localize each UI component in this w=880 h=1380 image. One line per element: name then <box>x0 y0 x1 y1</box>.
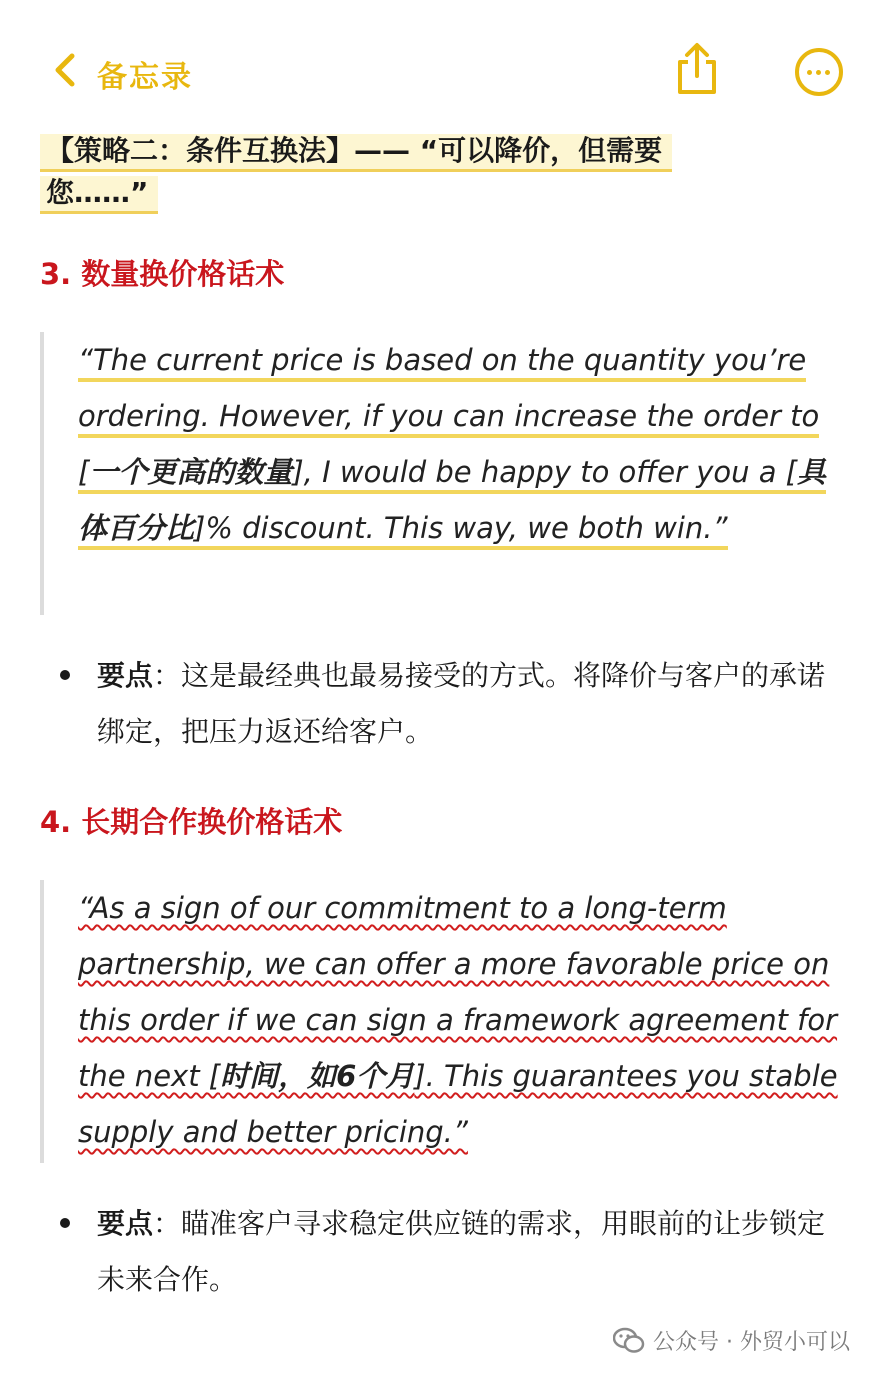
quote-4-part-2: ]. This guarantees you stable supply and better pricing.” <box>78 1059 838 1149</box>
bullet-3-key: 要点 <box>97 659 154 692</box>
quote-4-bold-1: 时间，如6个月 <box>220 1059 415 1093</box>
more-options-icon[interactable] <box>795 48 843 96</box>
section-3-bullet <box>60 648 840 760</box>
footer-text: 公众号 · 外贸小可以 <box>653 1330 850 1355</box>
quote-3-part-3: ]% discount. This way, we both win.” <box>194 511 728 545</box>
wechat-icon <box>613 1327 645 1355</box>
quote-3-part-2: ], I would be happy to offer you a [ <box>292 455 797 489</box>
bullet-dot-icon <box>60 1218 70 1228</box>
back-button-label[interactable]: 备忘录 <box>97 60 193 95</box>
quote-4-part-1: “As a sign of our commitment to a long-term partnership, we can offer a more favorable price on this order if we can sign a framework agreement for the next [ <box>78 891 838 1093</box>
section-4-quote <box>40 880 840 1163</box>
quote-3-part-1: “The current price is based on the quantity you’re ordering. However, if you can increase the order to [ <box>78 343 820 489</box>
share-icon[interactable] <box>672 40 722 98</box>
bullet-4-text: ：瞄准客户寻求稳定供应链的需求，用眼前的让步锁定未来合作。 <box>97 1207 826 1296</box>
footer-watermark <box>613 1325 850 1356</box>
strategy-heading <box>40 130 770 214</box>
back-chevron-icon[interactable] <box>50 50 80 90</box>
bullet-dot-icon <box>60 670 70 680</box>
section-3-quote <box>40 332 840 615</box>
quote-3-bold-1: 一个更高的数量 <box>89 455 293 489</box>
section-4-title: 4. 长期合作换价格话术 <box>40 805 343 839</box>
strategy-heading-text: 【策略二：条件互换法】—— “可以降价，但需要您……” <box>40 134 672 214</box>
nav-bar <box>0 0 880 120</box>
quote-3-bold-2: 具体百分比 <box>78 455 827 545</box>
bullet-4-key: 要点 <box>97 1207 154 1240</box>
bullet-3-text: ：这是最经典也最易接受的方式。将降价与客户的承诺绑定，把压力返还给客户。 <box>97 659 826 748</box>
section-4-bullet <box>60 1196 840 1308</box>
section-3-title: 3. 数量换价格话术 <box>40 257 285 291</box>
